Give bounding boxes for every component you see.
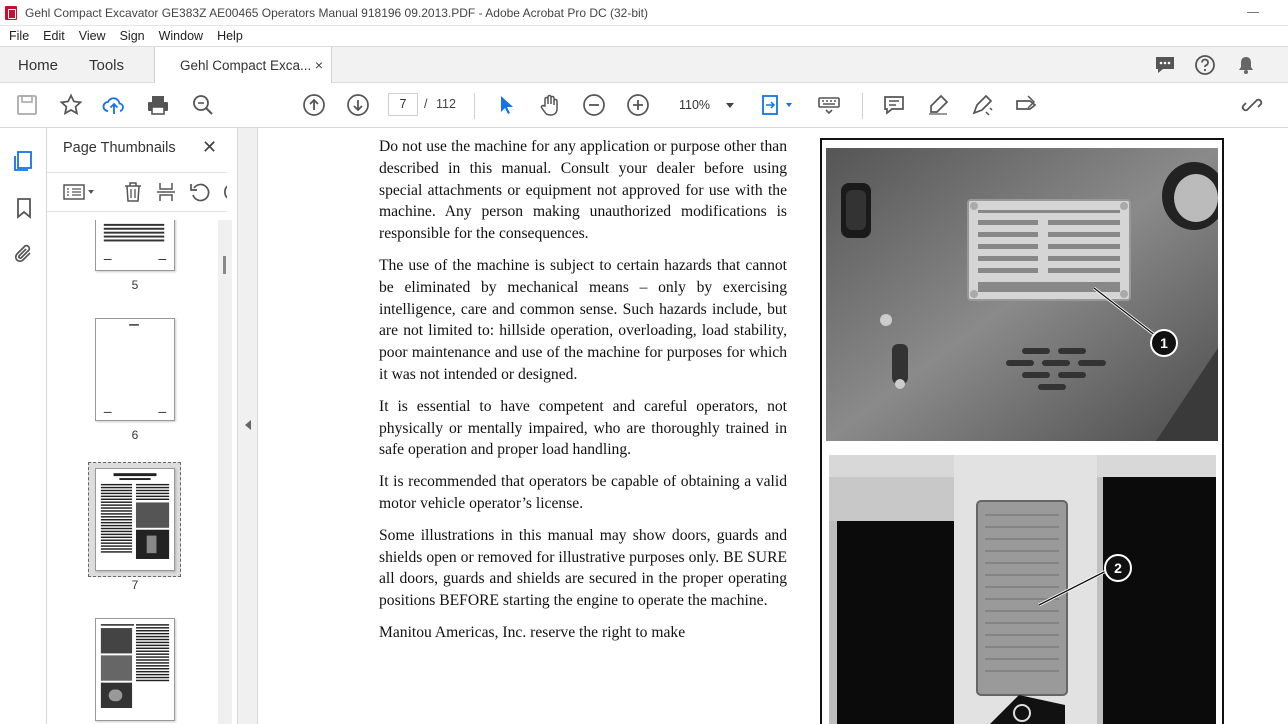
attachments-paperclip-icon[interactable] [12, 242, 36, 266]
menu-view[interactable]: View [78, 29, 106, 43]
minimize-button[interactable] [1246, 5, 1260, 19]
page-thumbnails-icon[interactable] [12, 149, 36, 173]
notifications-bell-icon[interactable] [1235, 54, 1257, 76]
next-page-icon[interactable] [346, 93, 370, 117]
toolbar-divider [474, 93, 475, 119]
chevron-down-icon [726, 103, 734, 108]
comment-icon[interactable] [1154, 54, 1176, 76]
paragraph: Do not use the machine for any application or purpose other than described in this manual. Consult your dealer before using special attachments or equipment not approved for use with the machine. Any person making unauthorized modifications is responsible for the consequences. [379, 138, 787, 243]
zoom-level-value: 110% [679, 98, 711, 112]
acrobat-app-icon [5, 6, 17, 20]
save-icon[interactable] [15, 93, 39, 117]
paragraph: It is recommended that operators be capable of obtaining a valid motor vehicle operator’s license. [379, 473, 787, 512]
panel-close-button[interactable]: ✕ [202, 137, 218, 157]
menu-sign[interactable]: Sign [119, 29, 145, 43]
page-fit-icon[interactable] [760, 93, 794, 117]
fill-sign-icon[interactable] [1014, 93, 1038, 117]
toolbar-divider [862, 93, 863, 119]
print-icon[interactable] [146, 93, 170, 117]
callout-1: 1 [1150, 329, 1178, 357]
menu-edit[interactable]: Edit [43, 29, 65, 43]
zoom-out-icon[interactable] [582, 93, 606, 117]
help-icon[interactable] [1194, 54, 1216, 76]
title-bar [0, 0, 1288, 26]
panel-collapse-handle[interactable] [238, 128, 258, 724]
page-thumbnails-panel [47, 128, 238, 724]
label-decal-photo [829, 455, 1216, 724]
upload-cloud-icon[interactable] [102, 93, 126, 117]
hand-tool-icon[interactable] [538, 93, 562, 117]
thumbnail-list [47, 220, 223, 724]
page-number-input[interactable]: 7 [388, 93, 418, 116]
thumbnail-scrollbar-thumb[interactable] [223, 256, 226, 274]
paragraph: Manitou Americas, Inc. reserve the right to make [379, 623, 686, 641]
tab-bar [0, 46, 1288, 83]
navigation-rail [0, 128, 47, 724]
thumbnail-page-6[interactable] [95, 318, 175, 421]
thumbnail-page-5[interactable] [95, 220, 175, 271]
zoom-search-icon[interactable] [191, 93, 215, 117]
share-link-icon[interactable] [1240, 93, 1264, 117]
paragraph: Some illustrations in this manual may show doors, guards and shields open or removed for illustrative purposes only. BE SURE all doors, guards and shields are secured in the proper operating positions BEFORE starting the engine to operate the machine. [379, 526, 787, 610]
thumbnail-page-7[interactable] [95, 468, 175, 571]
thumbnail-label: 7 [131, 578, 139, 592]
main-toolbar [0, 83, 1288, 128]
collapse-arrow-icon [245, 420, 251, 430]
highlight-pen-icon[interactable] [926, 93, 950, 117]
menu-bar [0, 26, 1288, 46]
zoom-in-icon[interactable] [626, 93, 650, 117]
paragraph: It is essential to have competent and careful operators, not physically or mentally impaired, who are thoroughly trained in safe operation and proper load handling. [379, 397, 787, 459]
more-tools-icon[interactable] [219, 181, 227, 203]
thumbnail-options-icon[interactable] [63, 181, 97, 203]
extract-pages-icon[interactable] [155, 181, 177, 203]
thumbnail-page-8[interactable] [95, 618, 175, 721]
menu-window[interactable]: Window [158, 29, 204, 43]
previous-page-icon[interactable] [302, 93, 326, 117]
panel-title: Page Thumbnails [63, 140, 176, 156]
draw-pen-icon[interactable] [970, 93, 994, 117]
document-body-text [379, 136, 787, 654]
tab-close-button[interactable]: × [314, 57, 323, 73]
bookmarks-icon[interactable] [12, 196, 36, 220]
serial-plate-photo [826, 148, 1218, 441]
tab-home[interactable]: Home [18, 56, 59, 74]
tab-document-label: Gehl Compact Exca... [180, 58, 312, 73]
rotate-page-icon[interactable] [189, 181, 211, 203]
paragraph: The use of the machine is subject to certain hazards that cannot be eliminated by mechanical means – only by exercising intelligence, care and common sense. Such hazards include, but are not limited to: hillside operation, overloading, load stability, poor maintenance and use of the machine for purposes for which it was not intended or designed. [379, 256, 787, 383]
thumbnail-label: 5 [131, 278, 139, 292]
window-title: Gehl Compact Excavator GE383Z AE00465 Operators Manual 918196 09.2013.PDF - Adobe Acrobat Pro DC (32-bit) [25, 5, 649, 20]
tab-tools[interactable]: Tools [89, 56, 125, 74]
menu-file[interactable]: File [9, 29, 30, 43]
thumbnail-label: 6 [131, 428, 139, 442]
thumbnail-scrollbar[interactable] [218, 220, 232, 724]
page-total: 112 [436, 97, 456, 111]
menu-help[interactable]: Help [217, 29, 243, 43]
keyboard-scroll-icon[interactable] [817, 93, 841, 117]
delete-page-icon[interactable] [122, 181, 144, 203]
tab-document[interactable] [154, 47, 332, 84]
zoom-level-dropdown[interactable] [672, 93, 742, 117]
select-cursor-icon[interactable] [494, 93, 518, 117]
page-separator: / [424, 97, 428, 111]
add-comment-icon[interactable] [882, 93, 906, 117]
bookmark-star-icon[interactable] [59, 93, 83, 117]
callout-2: 2 [1104, 554, 1132, 582]
document-view[interactable] [259, 128, 1288, 724]
thumbnail-toolbar [47, 172, 227, 212]
